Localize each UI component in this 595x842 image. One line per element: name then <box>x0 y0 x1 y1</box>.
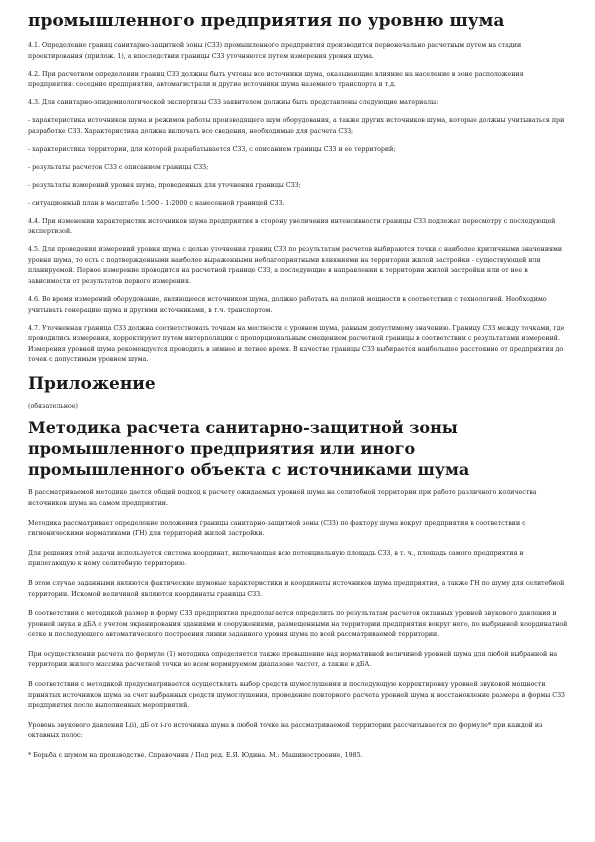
method-paragraphs <box>28 488 568 761</box>
footnote: * Борьба с шумом на производстве. Справочник / Под ред. Е.Я. Юдина. М.: Машиностроение, 1985. <box>28 752 363 760</box>
paragraph: 4.6. Во время измерений оборудование, являющееся источником шума, должно работать на полной мощности в соответствии с технологией. Необходимо учитывать генерацию шума и другими источниками, в т.ч. транспортом. <box>28 296 547 314</box>
paragraph: В соответствии с методикой размер и форму СЗЗ предприятия предполагается определить по результатам расчетов октавных уровней звукового давления и уровней звука в дБА с учетом экранирования зданиями и сооружениями, размещенными на территории предприятия вокруг него, по выбранной координатной сетке и последующего автоматического построения линии заданного уровня шума по всей рассматриваемой территории. <box>28 610 568 639</box>
paragraph: 4.3. Для санитарно-эпидемиологической экспертизы СЗЗ заявителем должны быть представлены следующие материалы: <box>28 99 439 107</box>
paragraph: 4.2. При расчетном определении границ СЗЗ должны быть учтены все источники шума, оказывающие влияние на население в зоне расположения предприятия: соседние предприятия, автомагистрали и другие источники шума наземного транспорта и т.д. <box>28 70 524 89</box>
paragraph: При осуществлении расчета по формуле (1) методика определяется также превышение над нормативной величиной уровней шума для любой выбранной на территории жилого массива расчетной точки во всем нормируемом диапазоне частот, а также в дБА. <box>28 650 558 669</box>
paragraph: 4.7. Уточненная граница СЗЗ должна соответствовать точкам на местности с уровнем шума, равным допустимому значению. Границу СЗЗ между точками, где проводились измерения, корректируют путем интерполяции с пропорциональным смещением расчетной границы в соответствии с результатами измерений. Измерения уровней шума рекомендуется проводить в зимнее и летнее время. В качестве границы СЗЗ выбирается наибольшее расстояние от предприятия до точек с допустимым уровнем шума. <box>28 324 565 364</box>
paragraph: 4.4. При изменении характеристик источников шума предприятия в сторону увеличения интенсивности границы СЗЗ подлежат пересмотру с последующей экспертизой. <box>28 217 556 236</box>
list-item: - результаты измерений уровня шума, проведенных для уточнения границы СЗЗ; <box>28 181 301 189</box>
paragraph: В рассматриваемой методике дается общий подход к расчету ожидаемых уровней шума на селитебной территории при работе различного количества источников шума на самом предприятии. <box>28 489 537 507</box>
paragraph: В соответствии с методикой предусматривается осуществлять выбор средств шумоглушения и последующую корректировку уровней звуковой мощности принятых источников шума за счет выбранных средств шумоглушения, проведение повторного расчета уровней шума и восстановление размера и формы СЗЗ предприятия после выполненных мероприятий. <box>28 681 565 710</box>
list-item: - результаты расчетов СЗЗ с описанием границы СЗЗ; <box>28 163 209 171</box>
appendix-note: (обязательное) <box>28 403 79 411</box>
list-item: - характеристика территории, для которой разрабатывается СЗЗ, с описанием границы СЗЗ и ее территорий; <box>28 145 396 153</box>
paragraph: 4.5. Для проведения измерений уровня шума с целью уточнения границ СЗЗ по результатам расчетов выбираются точки с наиболее критичными значениями уровня шума, то есть с подтвержденными наиболее выраженными неблагоприятными влияниями на территории жилой застройки - существующей или планируемой. Первое измерение проводится на расчетной границе СЗЗ, а последующие в направлении к территории жилой застройки или от нее в зависимости от результатов первого измерения. <box>28 246 563 286</box>
list-item: - ситуационный план в масштабе 1:500 - 1:2000 с нанесенной границей СЗЗ. <box>28 199 285 207</box>
list-item: - характеристика источников шума и режимов работы производящего шум оборудования, а также других источников шума, которые должны учитываться при разработке СЗЗ. Характеристика должна включать все сведения, необходимые для расчета СЗЗ; <box>28 117 565 135</box>
appendix-heading: Приложение <box>28 374 156 395</box>
document-page <box>28 10 568 771</box>
paragraph: В этом случае заданными являются фактические шумовые характеристики и координаты источников шума предприятия, а также ГН по шуму для селитебной территории. Искомой величиной являются координаты границы СЗЗ. <box>28 579 565 598</box>
section-heading: промышленного предприятия по уровню шума <box>28 11 505 31</box>
paragraph: 4.1. Определение границ санитарно-защитной зоны (СЗЗ) промышленного предприятия производится первоначально расчетным путем на стадии проектирования (прилож. 1), а впоследствии границы СЗЗ уточняются путем измерения уровня шума. <box>28 42 522 60</box>
paragraph: Уровень звукового давления L(i), дБ от i-го источника шума в любой точке на рассматриваемой территории рассчитывается по формуле* при каждой из октавных полос: <box>28 721 543 740</box>
paragraph: Методика рассматривает определение положения границы санитарно-защитной зоны (СЗЗ) по фактору шума вокруг предприятия в соответствии с гигиеническими нормативами (ГН) для территорий жилой застройки. <box>28 519 526 538</box>
method-heading: Методика расчета санитарно-защитной зоны промышленного предприятия или иного промышленного объекта с источниками шума <box>28 418 470 480</box>
section-4-paragraphs <box>28 41 568 366</box>
paragraph: Для решения этой задачи используется система координат, включающая всю потенциальную площадь СЗЗ, в т. ч., площадь самого предприятия и прилегающую к нему селитебную территорию. <box>28 549 524 568</box>
